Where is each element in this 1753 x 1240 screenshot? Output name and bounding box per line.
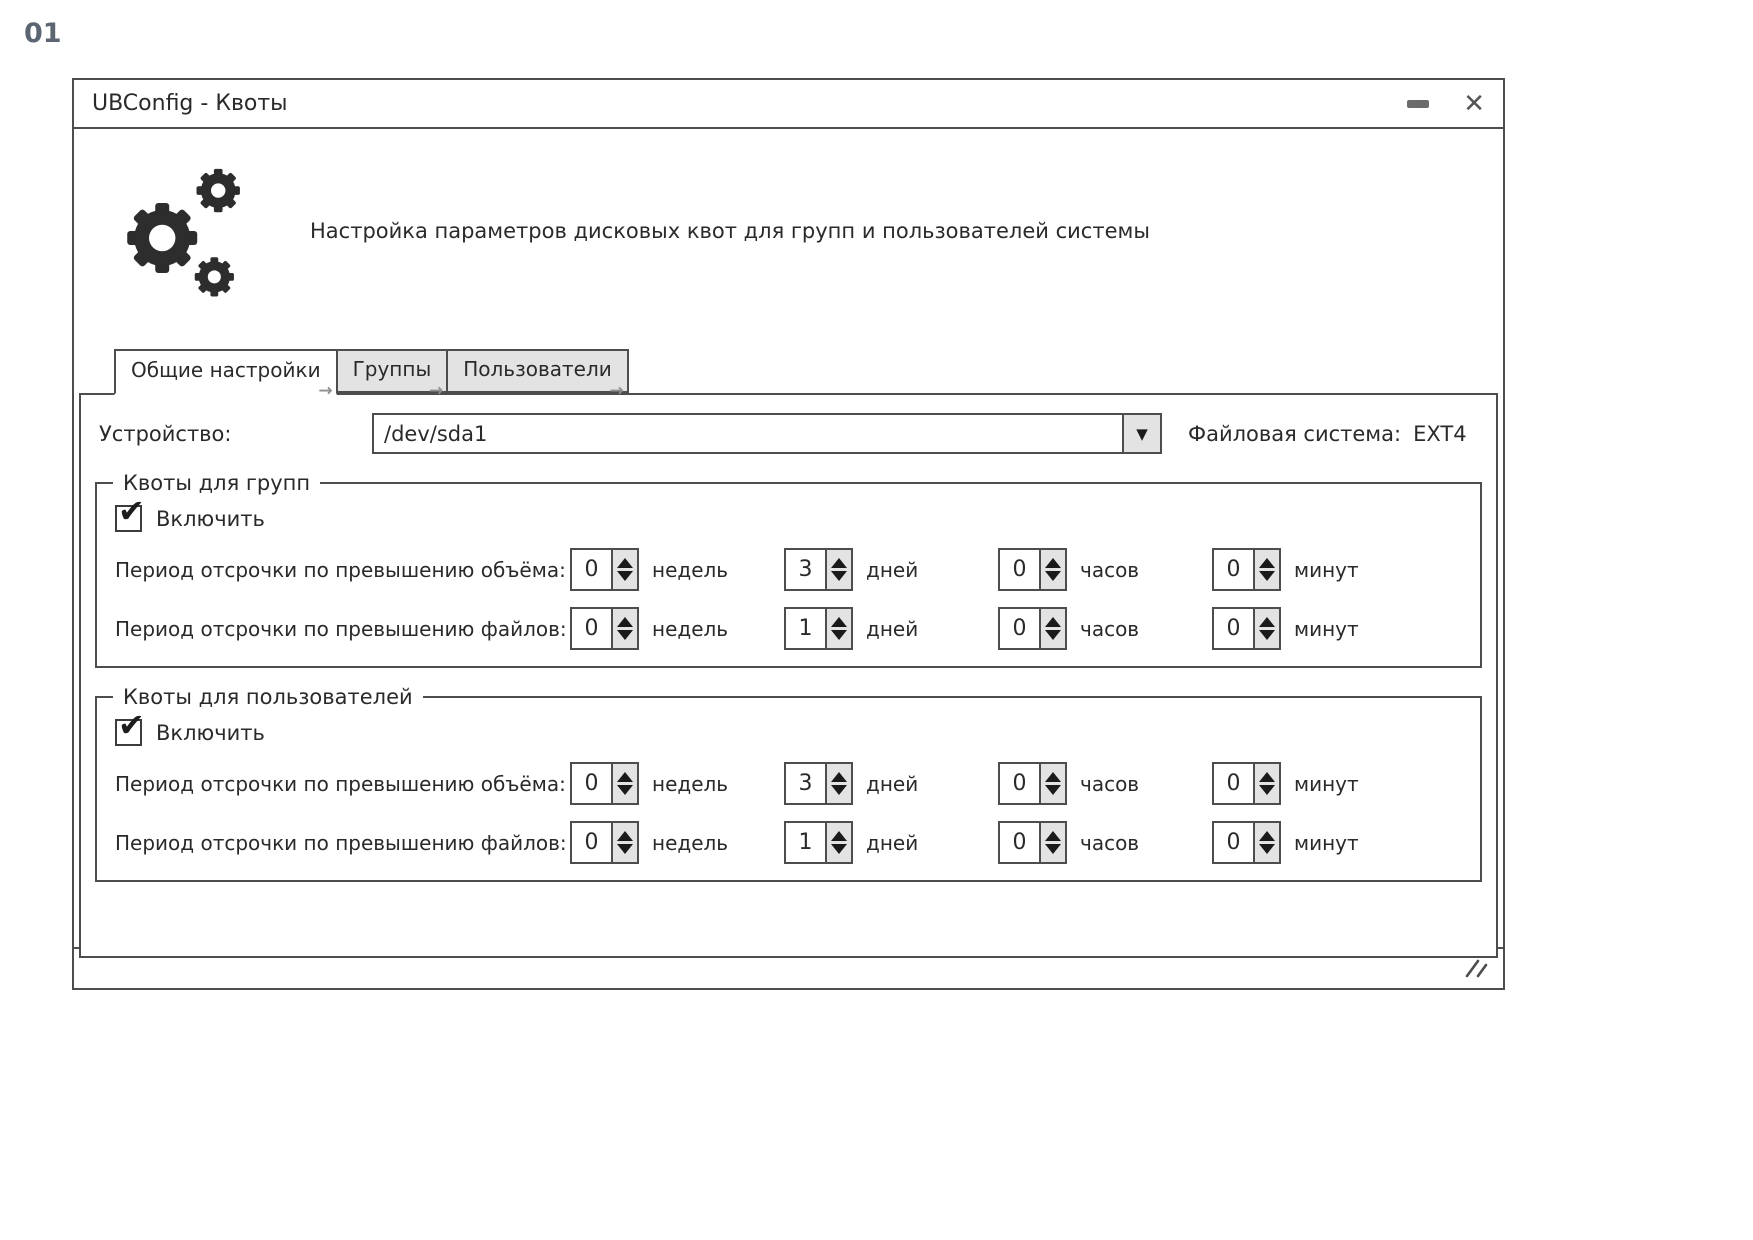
unit-label: часов	[1080, 771, 1140, 796]
unit-label: дней	[866, 771, 919, 796]
spinner-stepper[interactable]	[1039, 764, 1065, 803]
tab-label: Группы	[352, 357, 432, 381]
spinner-stepper[interactable]	[611, 823, 637, 862]
user-quotas-legend: Квоты для пользователей	[123, 685, 413, 709]
tab-groups[interactable]	[337, 349, 448, 401]
unit-label: дней	[866, 616, 919, 641]
spinner-stepper[interactable]	[1253, 609, 1279, 648]
unit-label: минут	[1294, 616, 1359, 641]
row-label: Период отсрочки по превышению файлов:	[115, 830, 567, 855]
spinner-value[interactable]: 0	[1012, 830, 1027, 855]
spinner-value[interactable]: 0	[1226, 830, 1241, 855]
unit-label: минут	[1294, 557, 1359, 582]
unit-label: часов	[1080, 616, 1140, 641]
title-bar[interactable]	[74, 80, 1503, 129]
spinner-stepper[interactable]	[611, 609, 637, 648]
group-quotas-legend: Квоты для групп	[123, 471, 311, 495]
dialog-description: Настройка параметров дисковых квот для групп и пользователей системы	[310, 219, 1150, 243]
checkbox-box	[115, 492, 145, 532]
days-spinner[interactable]	[784, 821, 853, 864]
spinner-value[interactable]: 0	[1012, 616, 1027, 641]
user-enable-checkbox[interactable]	[115, 706, 265, 746]
unit-label: недель	[652, 830, 729, 855]
weeks-spinner[interactable]	[570, 548, 639, 591]
spinner-stepper[interactable]	[611, 550, 637, 589]
checkbox-label: Включить	[156, 720, 265, 745]
close-icon[interactable]: ✕	[1463, 88, 1485, 119]
spinner-stepper[interactable]	[825, 823, 851, 862]
filesystem-label: Файловая система:	[1188, 421, 1402, 446]
page-index-label: 01	[24, 18, 62, 49]
minutes-spinner[interactable]	[1212, 607, 1281, 650]
tab-label: Общие настройки	[131, 358, 321, 382]
filesystem-value: EXT4	[1413, 421, 1467, 446]
group-quotas-fieldset	[95, 471, 1482, 668]
spinner-stepper[interactable]	[825, 609, 851, 648]
tab-link-arrow-icon: →	[318, 381, 333, 401]
row-label: Период отсрочки по превышению файлов:	[115, 616, 567, 641]
days-spinner[interactable]	[784, 607, 853, 650]
minutes-spinner[interactable]	[1212, 762, 1281, 805]
user-quotas-fieldset	[95, 685, 1482, 882]
tab-users[interactable]	[447, 349, 629, 401]
spinner-stepper[interactable]	[1039, 823, 1065, 862]
spinner-value[interactable]: 0	[1012, 557, 1027, 582]
spinner-value[interactable]: 0	[1226, 557, 1241, 582]
unit-label: дней	[866, 557, 919, 582]
window-title: UBConfig - Квоты	[92, 91, 288, 116]
weeks-spinner[interactable]	[570, 821, 639, 864]
user-files-delay-row	[115, 821, 1480, 864]
tab-general-settings[interactable]	[114, 349, 337, 401]
unit-label: минут	[1294, 771, 1359, 796]
hours-spinner[interactable]	[998, 762, 1067, 805]
device-combobox-value: /dev/sda1	[384, 421, 488, 446]
tab-label: Пользователи	[463, 357, 612, 381]
chevron-down-icon[interactable]: ▼	[1122, 415, 1160, 452]
minimize-icon[interactable]	[1407, 100, 1429, 108]
spinner-stepper[interactable]	[825, 550, 851, 589]
spinner-stepper[interactable]	[1253, 764, 1279, 803]
user-volume-delay-row	[115, 762, 1480, 805]
unit-label: часов	[1080, 557, 1140, 582]
check-icon: ✔	[118, 492, 145, 530]
tab-link-arrow-icon: →	[428, 381, 444, 401]
group-enable-checkbox[interactable]	[115, 492, 265, 532]
unit-label: дней	[866, 830, 919, 855]
spinner-stepper[interactable]	[1039, 550, 1065, 589]
spinner-stepper[interactable]	[1039, 609, 1065, 648]
weeks-spinner[interactable]	[570, 607, 639, 650]
row-label: Период отсрочки по превышению объёма:	[115, 771, 566, 796]
group-volume-delay-row	[115, 548, 1480, 591]
spinner-value[interactable]: 0	[1226, 616, 1241, 641]
spinner-value[interactable]: 1	[798, 616, 813, 641]
spinner-value[interactable]: 0	[1226, 771, 1241, 796]
spinner-stepper[interactable]	[611, 764, 637, 803]
tab-link-arrow-icon: →	[609, 381, 624, 401]
resize-grip[interactable]	[1465, 959, 1489, 979]
device-combobox[interactable]	[372, 413, 1162, 454]
group-files-delay-row	[115, 607, 1480, 650]
unit-label: минут	[1294, 830, 1359, 855]
spinner-value[interactable]: 0	[1012, 771, 1027, 796]
unit-label: недель	[652, 557, 729, 582]
spinner-stepper[interactable]	[1253, 823, 1279, 862]
days-spinner[interactable]	[784, 762, 853, 805]
spinner-value[interactable]: 3	[798, 771, 813, 796]
unit-label: недель	[652, 616, 729, 641]
spinner-value[interactable]: 1	[798, 830, 813, 855]
hours-spinner[interactable]	[998, 607, 1067, 650]
row-label: Период отсрочки по превышению объёма:	[115, 557, 566, 582]
unit-label: часов	[1080, 830, 1140, 855]
checkbox-label: Включить	[156, 506, 265, 531]
days-spinner[interactable]	[784, 548, 853, 591]
spinner-value[interactable]: 0	[584, 616, 599, 641]
minutes-spinner[interactable]	[1212, 821, 1281, 864]
device-label: Устройство:	[99, 421, 232, 446]
spinner-stepper[interactable]	[825, 764, 851, 803]
spinner-value[interactable]: 0	[584, 557, 599, 582]
tab-panel-general-settings	[79, 393, 1498, 958]
unit-label: недель	[652, 771, 729, 796]
gears-icon	[114, 157, 254, 305]
ubconfig-window	[72, 78, 1505, 990]
spinner-stepper[interactable]	[1253, 550, 1279, 589]
weeks-spinner[interactable]	[570, 762, 639, 805]
spinner-value[interactable]: 0	[584, 830, 599, 855]
spinner-value[interactable]: 3	[798, 557, 813, 582]
check-icon: ✔	[118, 706, 145, 744]
minutes-spinner[interactable]	[1212, 548, 1281, 591]
hours-spinner[interactable]	[998, 821, 1067, 864]
tab-bar	[114, 349, 1503, 401]
checkbox-box	[115, 706, 145, 746]
hours-spinner[interactable]	[998, 548, 1067, 591]
spinner-value[interactable]: 0	[584, 771, 599, 796]
